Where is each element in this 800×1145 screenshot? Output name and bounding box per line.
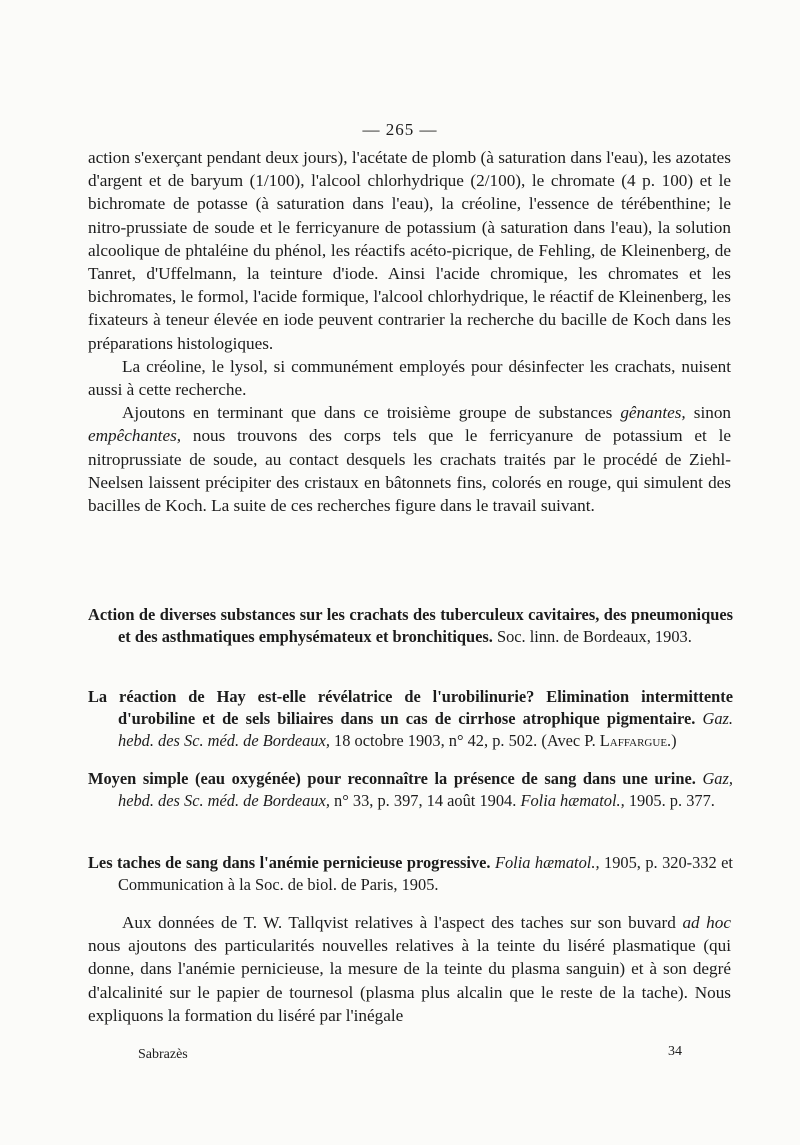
bibliography-entry-2: La réaction de Hay est-elle révélatrice de l'urobilinurie? Elimination intermittente d'urobiline et de sels biliaires dans un cas de cirrhose atrophique pigmentaire. Gaz. hebd. des Sc. méd. de Bordeaux, 18 octobre 1903, n° 42, p. 502. (Avec P. Laffargue.) bbox=[88, 687, 733, 750]
footer-author: Sabrazès bbox=[138, 1047, 188, 1062]
paragraph-1: action s'exerçant pendant deux jours), l'acétate de plomb (à saturation dans l'eau), les azotates d'argent et de baryum (1/100), l'alcool chlorhydrique (2/100), le chromate (4 p. 100) et le bichromate de potasse (à saturation dans l'eau), la créoline, l'essence de térébenthine; le nitro-prussiate de soude et le ferricyanure de potassium (à saturation dans l'eau), la solution alcoolique de phtaléine du phénol, les réactifs acéto-picrique, de Fehling, de Kleinenberg, de Tanret, d'Uffelmann, la teinture d'iode. Ainsi l'acide chromique, les chromates et les bichromates, le formol, l'acide formique, l'alcool chlorhydrique, le réactif de Kleinenberg, les fixateurs à teneur élevée en iode peuvent contrarier la recherche du bacille de Koch dans les préparations histologiques. bbox=[88, 148, 731, 353]
entry-title: Action de diverses substances sur les crachats des tuberculeux cavitaires, des pneumoniques et des asthmatiques emphysémateux et bronchitiques. bbox=[88, 605, 733, 646]
paragraph-4: Aux données de T. W. Tallqvist relatives à l'aspect des taches sur son buvard ad hoc nous ajoutons des particularités nouvelles relatives à la teinte du liséré plasmatique (qui donne, dans l'anémie pernicieuse, la mesure de la teinte du plasma sanguin) et à son degré d'alcalinité sur le papier de tournesol (plasma plus alcalin que le reste de la tache). Nous expliquons la formation du liséré par l'inégale bbox=[88, 913, 731, 1025]
footer-signature-mark: 34 bbox=[668, 1044, 682, 1059]
coauthor-name: Laffargue bbox=[599, 730, 668, 750]
entry-journal: Gaz, hebd. des Sc. méd. de Bordeaux, bbox=[118, 769, 733, 810]
entry-journal: Gaz. hebd. des Sc. méd. de Bordeaux, bbox=[118, 708, 733, 750]
entry-reference: Soc. linn. de Bordeaux, 1903. bbox=[492, 626, 692, 646]
paragraph-3: Ajoutons en terminant que dans ce troisième groupe de substances gênantes, sinon empêchantes, nous trouvons des corps tels que le ferricyanure de potassium et le nitroprussiate de soude, au contact desquels les crachats traités par le procédé de Ziehl-Neelsen laissent précipiter des cristaux en bâtonnets fins, colorés en rouge, qui simulent des bacilles de Koch. La suite de ces recherches figure dans le travail suivant. bbox=[88, 403, 732, 516]
entry-title: La réaction de Hay est-elle révélatrice de l'urobilinurie? Elimination intermittente d'urobiline et de sels biliaires dans un cas de cirrhose atrophique pigmentaire. bbox=[88, 687, 733, 728]
page-number: — 265 — bbox=[362, 120, 438, 139]
entry-journal: Folia hæmatol., bbox=[494, 853, 600, 872]
body-text-bottom bbox=[88, 911, 731, 1027]
bibliography-entry-3: Moyen simple (eau oxygénée) pour reconnaître la présence de sang dans une urine. Gaz, hebd. des Sc. méd. de Bordeaux, n° 33, p. 397, 14 août 1904. Folia hæmatol., 1905. p. 377. bbox=[88, 769, 733, 810]
bibliography-entry-1 bbox=[88, 604, 733, 648]
bibliography-entry-4 bbox=[88, 852, 733, 896]
entry-journal-2: Folia hæmatol., bbox=[520, 790, 625, 810]
entry-title: Moyen simple (eau oxygénée) pour reconnaître la présence de sang dans une urine. bbox=[88, 769, 696, 788]
paragraph-2: La créoline, le lysol, si communément employés pour désinfecter les crachats, nuisent aussi à cette recherche. bbox=[88, 356, 731, 400]
body-text-top bbox=[88, 146, 731, 517]
entry-reference: 1905, p. 320-332 et Communication à la Soc. de biol. de Paris, 1905. bbox=[118, 853, 733, 894]
entry-title: Les taches de sang dans l'anémie pernicieuse progressive. bbox=[88, 853, 491, 872]
